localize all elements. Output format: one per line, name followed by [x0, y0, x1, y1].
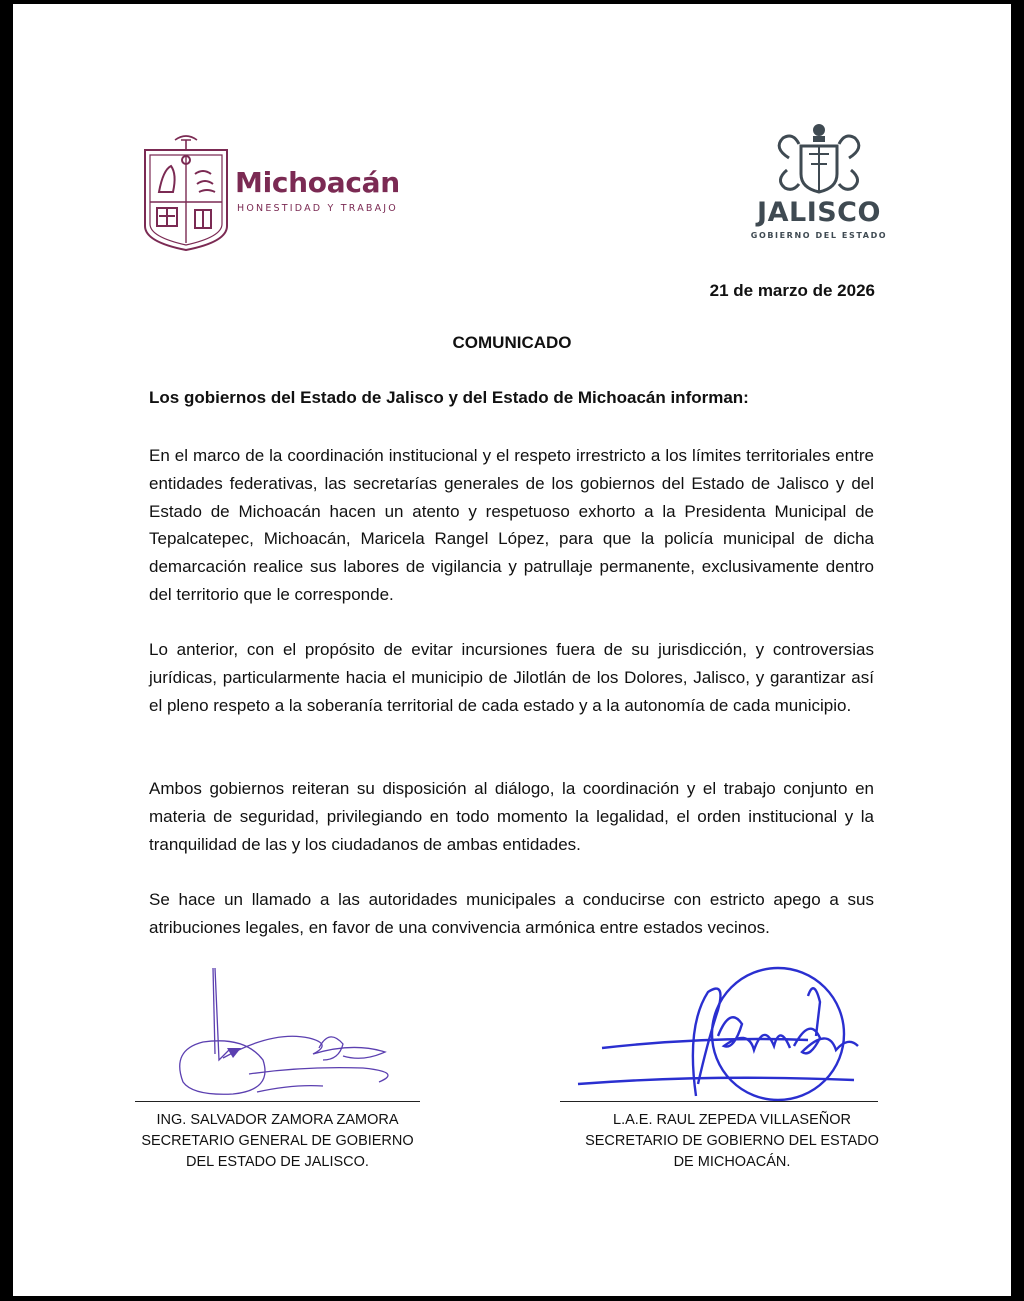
right-signer-title-2: DE MICHOACÁN.	[673, 1154, 791, 1170]
michoacan-tagline: HONESTIDAD Y TRABAJO	[237, 203, 398, 214]
document-intro: Los gobiernos del Estado de Jalisco y del Estado de Michoacán informan:	[149, 388, 749, 407]
left-signature	[153, 964, 423, 1104]
michoacan-name: Michoacán	[235, 166, 400, 199]
document-page	[13, 4, 1011, 1296]
right-signer-title-1: SECRETARIO DE GOBIERNO DEL ESTADO	[585, 1133, 879, 1149]
left-signature-line	[135, 1101, 420, 1102]
michoacan-logo	[141, 130, 421, 252]
paragraph-4: Se hace un llamado a las autoridades municipales a conducirse con estricto apego a sus atribuciones legales, en favor de una convivencia armónica entre estados vecinos.	[149, 890, 874, 937]
left-signer-block	[135, 1110, 420, 1173]
michoacan-shield-icon	[141, 130, 231, 252]
jalisco-name: JALISCO	[757, 197, 881, 228]
jalisco-coat-of-arms-icon	[739, 118, 899, 198]
right-signer-name: L.A.E. RAUL ZEPEDA VILLASEÑOR	[613, 1112, 851, 1128]
jalisco-subtitle: GOBIERNO DEL ESTADO	[750, 231, 888, 240]
right-signer-block	[573, 1110, 891, 1173]
paragraph-2: Lo anterior, con el propósito de evitar incursiones fuera de su jurisdicción, y controversias jurídicas, particularmente hacia el municipio de Jilotlán de los Dolores, Jalisco, y garantizar así el pleno respeto a la soberanía territorial de cada estado y a la autonomía de cada municipio.	[149, 640, 874, 715]
document-date: 21 de marzo de 2026	[709, 281, 875, 300]
left-signer-name: ING. SALVADOR ZAMORA ZAMORA	[156, 1112, 399, 1128]
left-signer-title-2: DEL ESTADO DE JALISCO.	[186, 1154, 369, 1170]
paragraph-3: Ambos gobiernos reiteran su disposición al diálogo, la coordinación y el trabajo conjunto en materia de seguridad, privilegiando en todo momento la legalidad, el orden institucional y la tranquilidad de las y los ciudadanos de ambas entidades.	[149, 779, 874, 854]
jalisco-logo	[739, 118, 899, 248]
right-signature	[558, 966, 878, 1116]
paragraph-1: En el marco de la coordinación institucional y el respeto irrestricto a los límites territoriales entre entidades federativas, las secretarías generales de los gobiernos del Estado de Jalisco y del Estado de Michoacán hacen un atento y respetuoso exhorto a la Presidenta Municipal de Tepalcatepec, Michoacán, Maricela Rangel López, para que la policía municipal de dicha demarcación realice sus labores de vigilancia y patrullaje permanente, exclusivamente dentro del territorio que le corresponde.	[149, 446, 874, 604]
document-heading: COMUNICADO	[452, 333, 572, 352]
right-signature-line	[560, 1101, 878, 1102]
left-signer-title-1: SECRETARIO GENERAL DE GOBIERNO	[141, 1133, 414, 1149]
